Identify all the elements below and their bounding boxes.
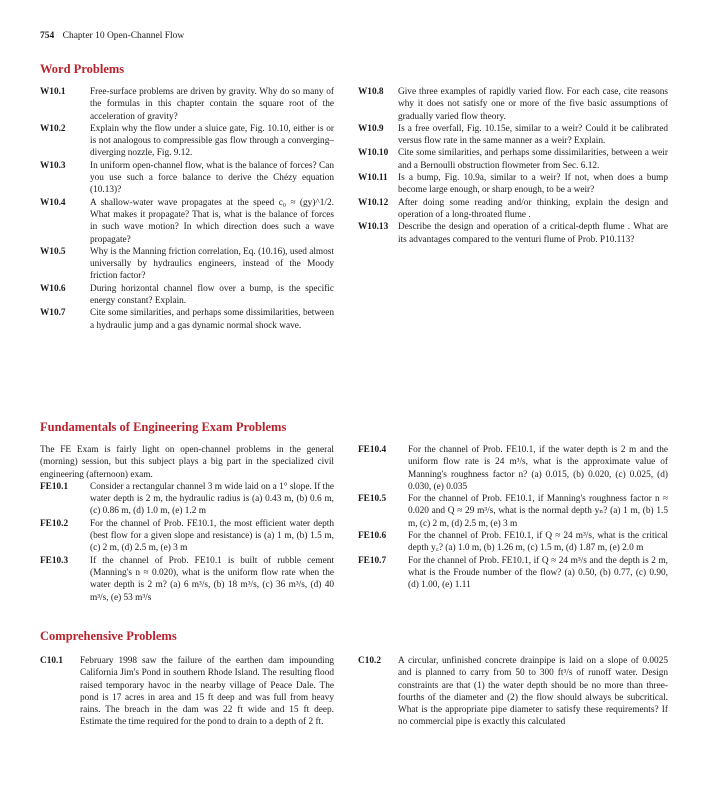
problem-number: W10.8: [358, 87, 384, 97]
chapter-title: Chapter 10 Open-Channel Flow: [62, 31, 185, 41]
problem-item: [40, 246, 334, 283]
problem-item: [40, 481, 334, 518]
problem-number: W10.5: [40, 246, 66, 257]
problem-text: In uniform open-channel flow, what is the balance of forces? Can you use such a force balance to derive the Chézy equation (10.13)?: [90, 160, 334, 196]
comprehensive-left-column: [40, 655, 334, 729]
problem-text: A circular, unfinished concrete drainpipe is laid on a slope of 0.0025 and is planned to carry from 50 to 300 ft³/s of runoff water. Design constraints are that (1) the water depth should be no more than three-fourths of the diameter and (2) the flow should always be subcritical. What is the appropriate pipe diameter to satisfy these requirements? If no commercial pipe is exactly this calculated: [398, 656, 668, 728]
problem-text: For the channel of Prob. FE10.1, if Manning's roughness factor n ≈ 0.020 and Q ≈ 29 m³/s, what is the normal depth yₙ? (a) 1 m, (b) 1.5 m, (c) 2 m, (d) 2.5 m, (e) 3 m: [408, 494, 668, 529]
problem-item: [358, 123, 668, 148]
problem-item: [358, 493, 668, 530]
problem-item: [40, 307, 334, 332]
problem-number: W10.12: [358, 197, 389, 208]
problem-item: [358, 147, 668, 172]
problem-item: [40, 555, 334, 604]
problem-number: W10.1: [40, 87, 66, 97]
problem-number: FE10.6: [358, 531, 387, 542]
problem-item: [358, 530, 668, 555]
problem-number: FE10.2: [40, 518, 69, 529]
problem-number: FE10.1: [40, 481, 69, 492]
problem-number: W10.2: [40, 123, 66, 134]
section-title-word-problems: Word Problems: [40, 62, 125, 76]
problem-text: Explain why the flow under a sluice gate, Fig. 10.10, either is or is not analogous to compressible gas flow through a converging–diverging nozzle, Fig. 9.12.: [90, 123, 334, 159]
problem-text: For the channel of Prob. FE10.1, if Q ≈ 24 m³/s, what is the critical depth y꜀? (a) 1.0 m, (b) 1.26 m, (c) 1.5 m, (d) 1.87 m, (e) 2.0 m: [408, 531, 668, 554]
section-title-comprehensive: Comprehensive Problems: [40, 629, 177, 643]
problem-number: FE10.4: [358, 445, 387, 455]
fe-left-column: [40, 444, 334, 604]
problem-text: Cite some similarities, and perhaps some dissimilarities, between a weir and a Bernoulli obstruction flowmeter from Sec. 6.12.: [398, 148, 668, 171]
fe-right-column: [358, 444, 668, 592]
word-problems-right-column: [358, 86, 668, 246]
problem-number: W10.3: [40, 160, 66, 171]
problem-number: FE10.7: [358, 555, 387, 566]
word-problems-left-column: [40, 86, 334, 332]
problem-item: [358, 197, 668, 222]
problem-item: [358, 86, 668, 123]
section-title-fe-exam: Fundamentals of Engineering Exam Problems: [40, 420, 287, 434]
problem-text: Free-surface problems are driven by gravity. Why do so many of the formulas in this chapter contain the square root of the acceleration of gravity?: [90, 87, 334, 122]
problem-number: W10.10: [358, 148, 389, 159]
problem-number: W10.4: [40, 197, 66, 208]
problem-text: For the channel of Prob. FE10.1, if Q ≈ 24 m³/s and the depth is 2 m, what is the Froude number of the flow? (a) 0.50, (b) 0.77, (c) 0.90, (d) 1.00, (e) 1.11: [408, 555, 668, 591]
problem-text: For the channel of Prob. FE10.1, the most efficient water depth (best flow for a given slope and resistance) is (a) 1 m, (b) 1.5 m, (c) 2 m, (d) 2.5 m, (e) 3 m: [90, 518, 334, 554]
problem-number: W10.7: [40, 308, 66, 319]
fe-intro: The FE Exam is fairly light on open-channel problems in the general (morning) session, but this subject plays a big part in the specialized civil engineering (afternoon) exam.: [40, 445, 334, 480]
problem-item: [40, 283, 334, 308]
problem-item: [40, 518, 334, 555]
problem-number: C10.2: [358, 656, 381, 666]
problem-item: [40, 86, 334, 123]
problem-text: Give three examples of rapidly varied flow. For each case, cite reasons why it does not satisfy one or more of the five basic assumptions of gradually varied flow theory.: [398, 87, 668, 122]
problem-number: FE10.5: [358, 494, 387, 505]
problem-text: Is a free overfall, Fig. 10.15e, similar to a weir? Could it be calibrated versus flow rate in the same manner as a weir? Explain.: [398, 123, 668, 147]
problem-text: Is a bump, Fig. 10.9a, similar to a weir? If not, when does a bump become large enough, or sharp enough, to be a weir?: [398, 173, 668, 196]
problem-text: Describe the design and operation of a critical-depth flume . What are its advantages compared to the venturi flume of Prob. P10.113?: [398, 222, 668, 245]
problem-item: [40, 197, 334, 246]
problem-text: A shallow-water wave propagates at the speed c₀ ≈ (gy)^1/2. What makes it propagate? That is, what is the balance of forces in such wave motion? In which direction does such a wave propagate?: [90, 197, 334, 245]
problem-number: C10.1: [40, 656, 63, 666]
problem-item: [40, 655, 334, 729]
problem-text: February 1998 saw the failure of the earthen dam impounding California Jim's Pond in southern Rhode Island. The resulting flood raised temporary havoc in the nearby village of Peace Dale. The pond is 17 acres in area and 15 ft deep and was full from heavy rains. The breach in the dam was 22 ft wide and 15 ft deep. Estimate the time required for the pond to drain to a depth of 2 ft.: [80, 656, 334, 728]
problem-item: [358, 444, 668, 493]
problem-item: [358, 655, 668, 729]
comprehensive-right-column: [358, 655, 668, 729]
problem-text: After doing some reading and/or thinking, explain the design and operation of a long-throated flume .: [398, 197, 668, 220]
problem-text: Why is the Manning friction correlation, Eq. (10.16), used almost universally by hydraulics engineers, instead of the Moody friction factor?: [90, 246, 334, 282]
problem-number: W10.9: [358, 123, 384, 134]
problem-item: [358, 555, 668, 592]
problem-number: FE10.3: [40, 555, 69, 566]
problem-text: For the channel of Prob. FE10.1, if the water depth is 2 m and the uniform flow rate is 24 m³/s, what is the approximate value of Manning's roughness factor n? (a) 0.015, (b) 0.020, (c) 0.025, (d) 0.030, (e) 0.035: [408, 445, 668, 492]
problem-number: W10.6: [40, 283, 66, 294]
problem-item: [358, 172, 668, 197]
problem-number: W10.11: [358, 173, 388, 184]
problem-item: [40, 160, 334, 197]
problem-text: During horizontal channel flow over a bump, is the specific energy constant? Explain.: [90, 283, 334, 307]
page-number: 754: [40, 31, 55, 41]
problem-text: Consider a rectangular channel 3 m wide laid on a 1° slope. If the water depth is 2 m, the hydraulic radius is (a) 0.43 m, (b) 0.6 m, (c) 0.86 m, (d) 1.0 m, (e) 1.2 m: [90, 481, 334, 517]
problem-text: If the channel of Prob. FE10.1 is built of rubble cement (Manning's n ≈ 0.020), what is the uniform flow rate when the water depth is 2 m? (a) 6 m³/s, (b) 18 m³/s, (c) 36 m³/s, (d) 40 m³/s, (e) 53 m³/s: [90, 555, 334, 603]
problem-text: Cite some similarities, and perhaps some dissimilarities, between a hydraulic jump and a gas dynamic normal shock wave.: [90, 308, 334, 331]
page-header: [40, 31, 184, 41]
problem-number: W10.13: [358, 222, 389, 233]
problem-item: [40, 123, 334, 160]
problem-item: [358, 221, 668, 246]
